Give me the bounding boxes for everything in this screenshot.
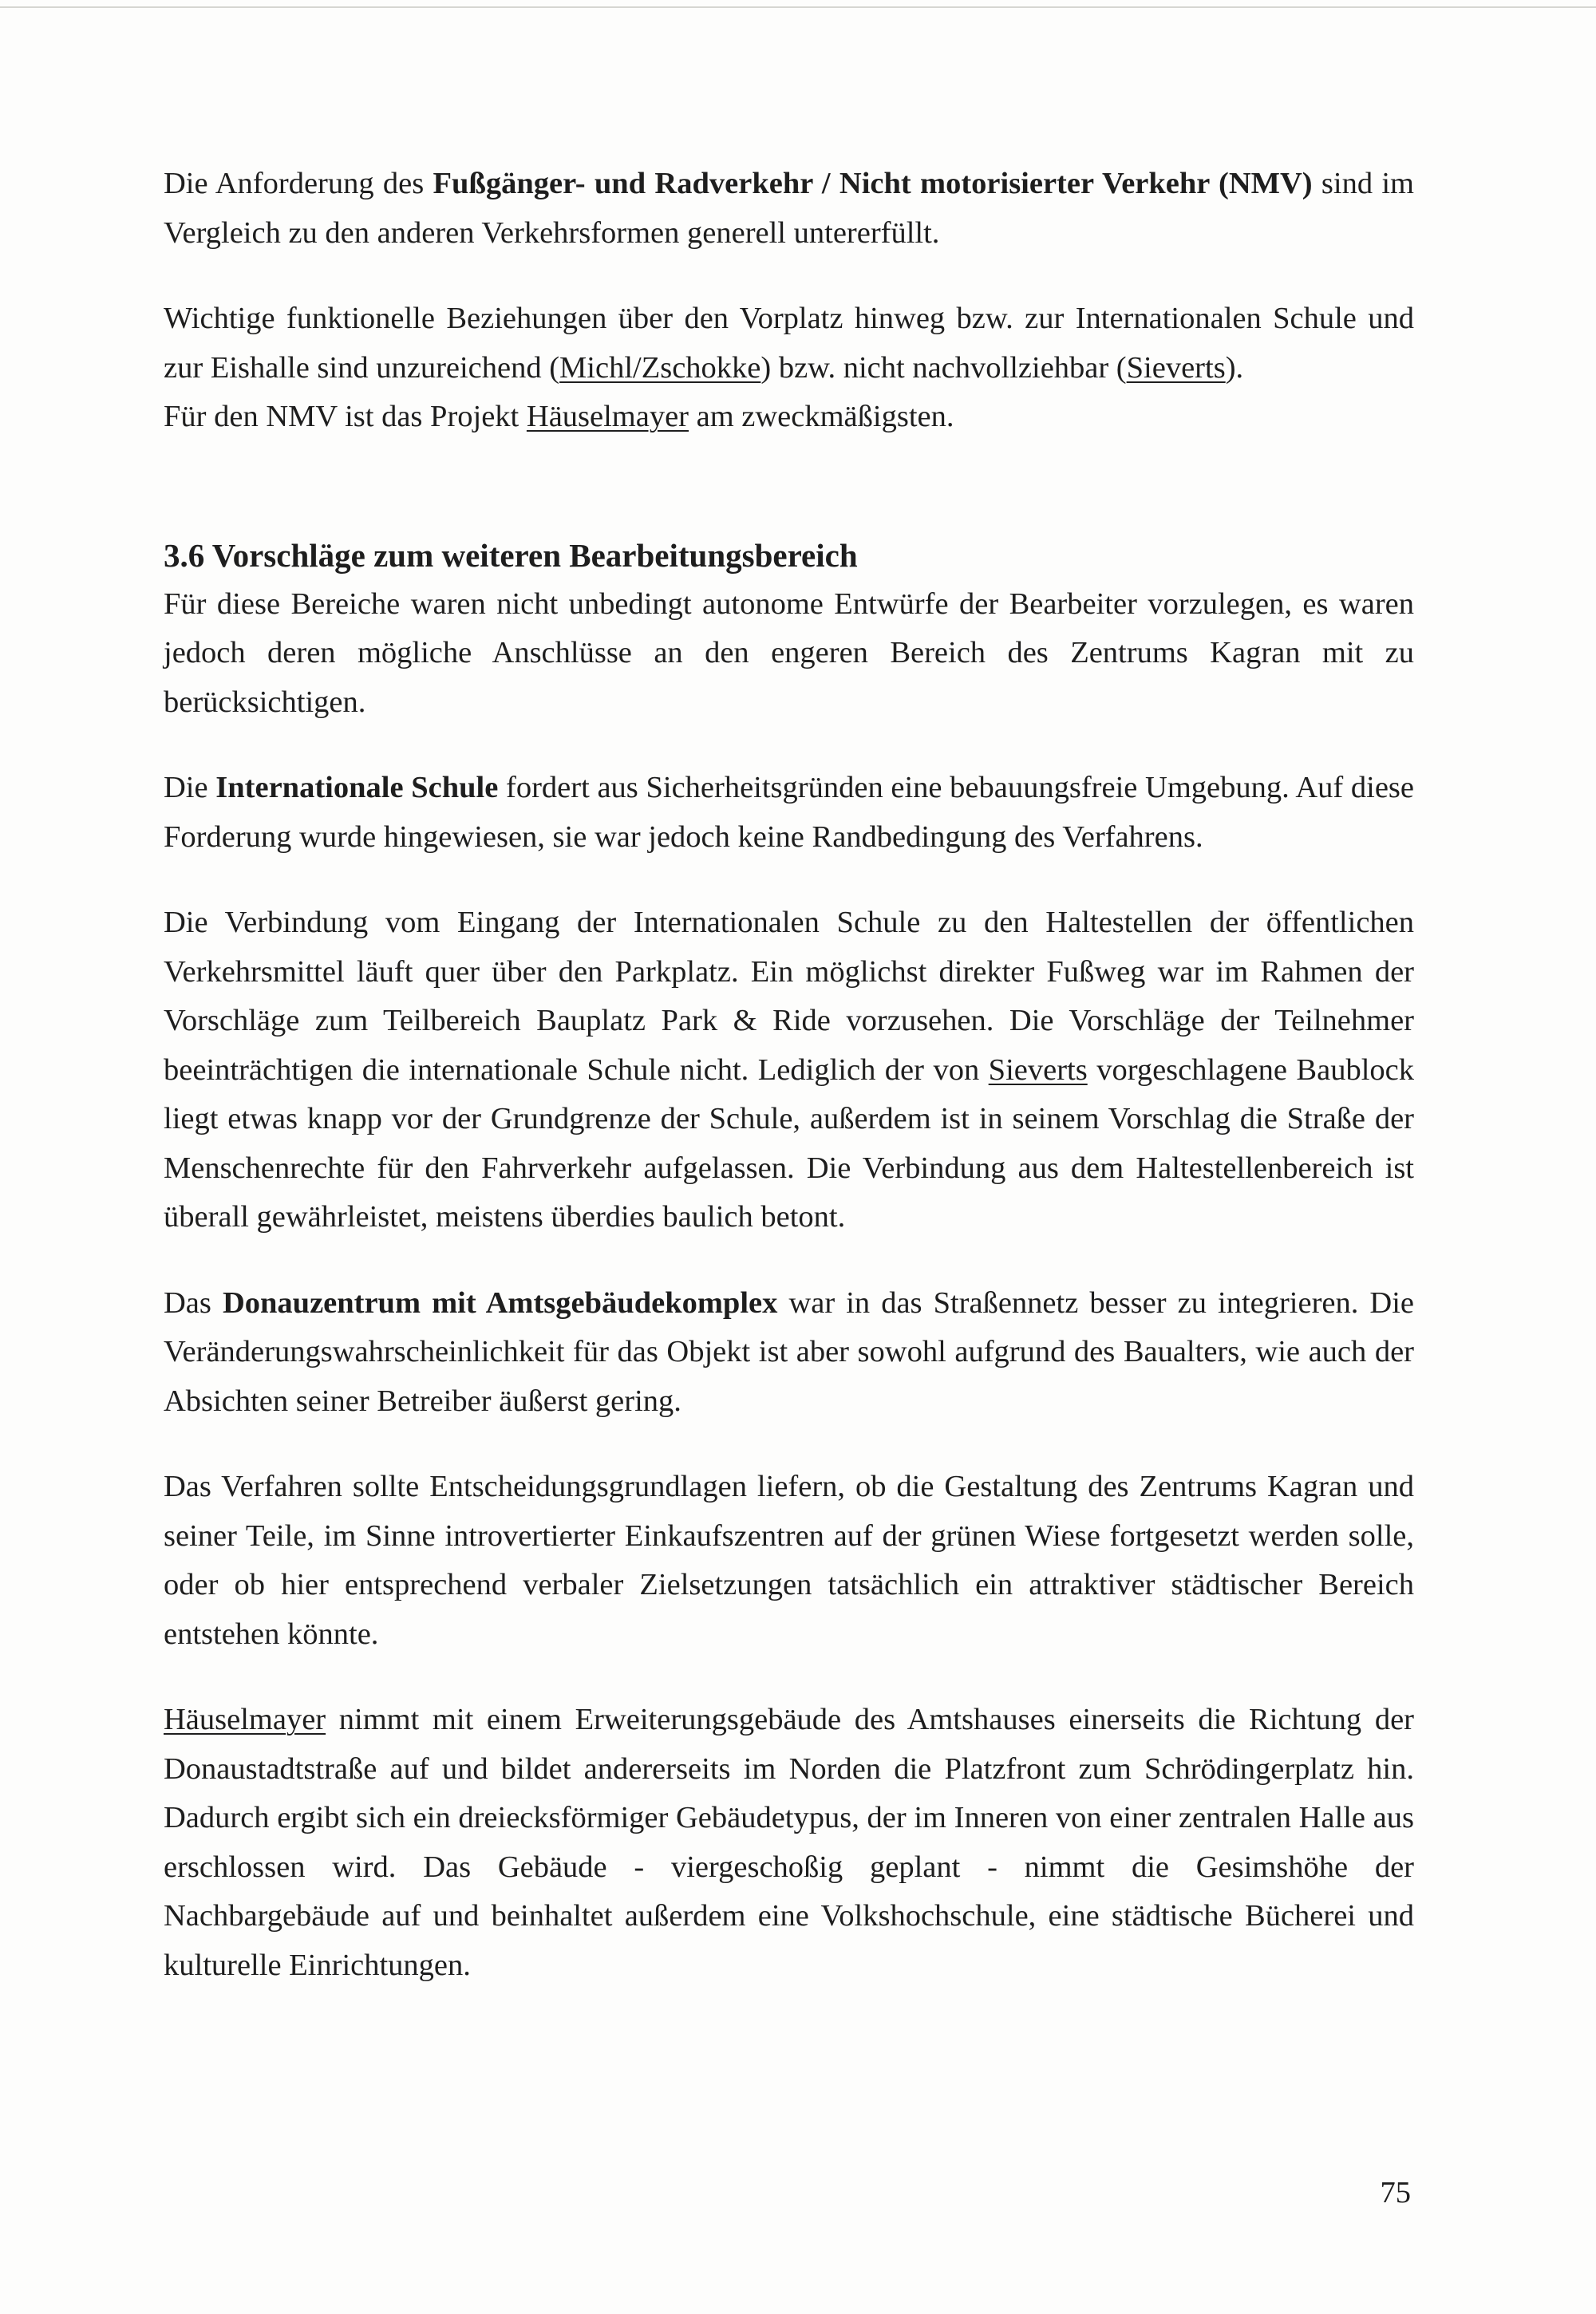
paragraph-nmv-requirement xyxy=(164,160,1414,258)
underlined-name-sieverts: Sieverts xyxy=(1126,350,1226,385)
page-body xyxy=(164,160,1414,1990)
paragraph-functional-relations xyxy=(164,294,1414,442)
underlined-name-haeuselmayer: Häuselmayer xyxy=(164,1703,326,1736)
text-span: war in das Straßennetz besser zu integrieren. Die Veränderungswahrscheinlichkeit für das Objekt ist aber sowohl aufgrund des Baualters, wie auch der Absichten seiner Betreiber äußerst gering. xyxy=(164,1285,1415,1418)
text-span: Für den NMV ist das Projekt xyxy=(164,400,527,433)
text-span: Die xyxy=(164,771,216,804)
text-span: Wichtige funktionelle Beziehungen über den Vorplatz hinweg bzw. zur Internationalen Schule und zur Eishalle sind unzureichend ( xyxy=(164,302,1414,385)
bold-term-international-school: Internationale Schule xyxy=(215,771,499,804)
paragraph-procedure-goals: Das Verfahren sollte Entscheidungsgrundlagen liefern, ob die Gestaltung des Zentrums Kagran und seiner Teile, im Sinne introvertierter Einkaufszentren auf der grünen Wiese fortgesetzt werden solle, oder ob hier entsprechend verbaler Zielsetzungen tatsächlich ein attraktiver städtischer Bereich entstehen könnte. xyxy=(164,1470,1414,1651)
page-number: 75 xyxy=(1380,2176,1411,2209)
text-span: Die Verbindung vom Eingang der Internationalen Schule zu den Haltestellen der öffentlichen Verkehrsmittel läuft quer über den Parkplatz. Ein möglichst direkter Fußweg war im Rahmen der Vorschläge zum Teilbereich Bauplatz Park & Ride vorzusehen. Die Vorschläge der Teilnehmer beeinträchtigen die internationale Schule nicht. Lediglich der von xyxy=(164,906,1414,1087)
section-heading: 3.6 Vorschläge zum weiteren Bearbeitungsbereich xyxy=(164,536,858,574)
text-span: ). xyxy=(1225,350,1244,385)
text-span: Das xyxy=(164,1285,223,1320)
text-span: nimmt mit einem Erweiterungsgebäude des Amtshauses einerseits die Richtung der Donaustadtstraße auf und bildet andererseits im Norden die Platzfront zum Schrödingerplatz hin. Dadurch ergibt sich ein dreiecksförmiger Gebäudetypus, der im Inneren von einer zentralen Halle aus erschlossen wird. Das Gebäude - viergeschoßig geplant - nimmt die Gesimshöhe der Nachbargebäude auf und beinhaltet außerdem eine Volkshochschule, eine städtische Bücherei und kulturelle Einrichtungen. xyxy=(164,1703,1414,1982)
paragraph-areas-intro: Für diese Bereiche waren nicht unbedingt autonome Entwürfe der Bearbeiter vorzulegen, es waren jedoch deren mögliche Anschlüsse an den engeren Bereich des Zentrums Kagran mit zu berücksichtigen. xyxy=(164,586,1414,719)
bold-term-donauzentrum: Donauzentrum mit Amtsgebäudekomplex xyxy=(222,1285,778,1320)
text-span: am zweckmäßigsten. xyxy=(689,400,954,433)
paragraph-international-school xyxy=(164,764,1414,862)
paragraph-donauzentrum xyxy=(164,1279,1414,1427)
text-span: ) bzw. nicht nachvollziehbar ( xyxy=(760,350,1127,385)
underlined-name-michl-zschokke: Michl/Zschokke xyxy=(559,350,761,385)
bold-term-nmv: Fußgänger- und Radverkehr / Nicht motorisierter Verkehr (NMV) xyxy=(433,167,1313,200)
text-span: Die Anforderung des xyxy=(164,167,433,200)
underlined-name-haeuselmayer: Häuselmayer xyxy=(526,400,689,433)
scan-edge-line xyxy=(0,6,1596,8)
text-span: fordert aus Sicherheitsgründen eine bebauungsfreie Umgebung. Auf diese Forderung wurde hingewiesen, sie war jedoch keine Randbedingung des Verfahrens. xyxy=(164,771,1414,854)
underlined-name-sieverts: Sieverts xyxy=(988,1052,1088,1087)
text-span: sind im Vergleich zu den anderen Verkehrsformen generell untererfüllt. xyxy=(164,167,1415,250)
text-span: vorgeschlagene Baublock liegt etwas knapp vor der Grundgrenze der Schule, außerdem ist in seinem Vorschlag die Straße der Menschenrechte für den Fahrverkehr aufgelassen. Die Verbindung aus dem Haltestellenbereich ist überall gewährleistet, meistens überdies baulich betont. xyxy=(164,1052,1414,1234)
paragraph-school-connection xyxy=(164,898,1414,1242)
paragraph-haeuselmayer-proposal xyxy=(164,1696,1414,1990)
